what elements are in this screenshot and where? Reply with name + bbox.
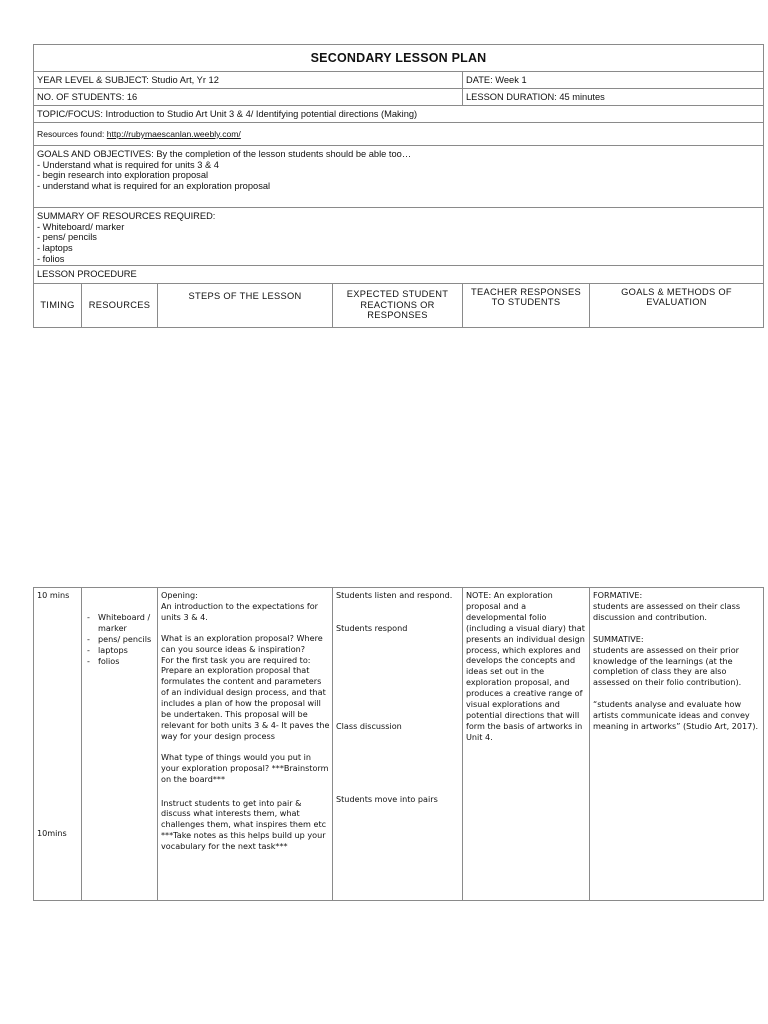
- evaluation-cell: [590, 588, 764, 901]
- resource-item: - laptops: [85, 645, 155, 656]
- teacher-responses-cell: [463, 588, 590, 901]
- reaction-item: Students respond: [336, 622, 408, 633]
- lesson-procedure-table: [33, 587, 764, 901]
- topic-focus: TOPIC/FOCUS: Introduction to Studio Art Unit 3 & 4/ Identifying potential directions (Making): [34, 106, 764, 123]
- resource-item: - folios: [85, 656, 155, 667]
- evaluation-quote: “students analyse and evaluate how artists communicate ideas and convey meaning in artworks” (Studio Art, 2017).: [593, 699, 759, 732]
- resource-item: - pens/ pencils: [85, 634, 155, 645]
- evaluation-formative-text: students are assessed on their class discussion and contribution.: [593, 600, 741, 622]
- resources-found-label: Resources found:: [37, 129, 107, 139]
- year-level-subject: YEAR LEVEL & SUBJECT: Studio Art, Yr 12: [34, 72, 463, 89]
- evaluation-summative-heading: SUMMATIVE:: [593, 633, 644, 644]
- resource-item: - Whiteboard / marker: [85, 612, 155, 634]
- teacher-note: NOTE: An exploration proposal and a developmental folio (including a visual diary) that presents an individual design process, which explores and develops the concepts and ideas set out in the exploration proposal, and produces a creative range of visual explorations and potential directions that will form the basis of artworks in Unit 4.: [466, 590, 585, 742]
- goal-item: - begin research into exploration proposal: [37, 170, 209, 181]
- step-task: For the first task you are required to: Prepare an exploration proposal that formulates the content and parameters of an individual design process, and that includes a plan of how the proposal will be undertaken. This proposal will be relevant for both units 3 & 4- It paves the way for your design process: [161, 654, 330, 741]
- timing-second: 10mins: [37, 827, 67, 838]
- resources-link[interactable]: http://rubymaescanlan.weebly.com/: [106, 129, 241, 139]
- step-opening: Opening:: [161, 590, 198, 600]
- timing-cell: [34, 588, 82, 901]
- column-header-reactions: EXPECTED STUDENT REACTIONS OR RESPONSES: [333, 283, 463, 327]
- lesson-procedure-heading: LESSON PROCEDURE: [34, 265, 764, 283]
- column-header-evaluation: GOALS & METHODS OF EVALUATION: [590, 283, 764, 327]
- lesson-duration: LESSON DURATION: 45 minutes: [463, 89, 764, 106]
- column-header-timing: TIMING: [34, 283, 82, 327]
- reaction-item: Students listen and respond.: [336, 590, 453, 600]
- goals-heading: GOALS AND OBJECTIVES: By the completion of the lesson students should be able too…: [37, 149, 412, 159]
- column-header-steps: STEPS OF THE LESSON: [158, 283, 333, 327]
- step-brainstorm: What type of things would you put in your exploration proposal? ***Brainstorm on the board***: [161, 751, 329, 784]
- summary-item: - Whiteboard/ marker: [37, 221, 125, 232]
- goals-and-objectives: [34, 146, 764, 208]
- resources-found: [34, 123, 764, 146]
- timing-first: 10 mins: [37, 590, 70, 600]
- step-introduction: An introduction to the expectations for units 3 & 4.: [161, 600, 318, 622]
- summary-item: - pens/ pencils: [37, 232, 97, 243]
- lesson-plan-header-table: [33, 44, 764, 328]
- steps-cell: [158, 588, 333, 901]
- summary-of-resources: [34, 208, 764, 266]
- reaction-item: Students move into pairs: [336, 793, 438, 804]
- column-header-resources: RESOURCES: [82, 283, 158, 327]
- lesson-plan-title: SECONDARY LESSON PLAN: [34, 45, 764, 72]
- summary-heading: SUMMARY OF RESOURCES REQUIRED:: [37, 211, 216, 221]
- evaluation-summative-text: students are assessed on their prior knowledge of the learnings (at the completion of class they are also assessed on their folio contribution).: [593, 644, 742, 688]
- goal-item: - understand what is required for an exploration proposal: [37, 181, 271, 192]
- resources-list: [85, 612, 155, 667]
- column-header-teacher-responses: TEACHER RESPONSES TO STUDENTS: [463, 283, 590, 327]
- resources-cell: [82, 588, 158, 901]
- step-question: What is an exploration proposal? Where can you source ideas & inspiration?: [161, 632, 323, 654]
- reaction-item: Class discussion: [336, 720, 402, 731]
- number-of-students: NO. OF STUDENTS: 16: [34, 89, 463, 106]
- goal-item: - Understand what is required for units 3 & 4: [37, 159, 219, 170]
- evaluation-formative-heading: FORMATIVE:: [593, 590, 643, 600]
- summary-item: - laptops: [37, 243, 73, 254]
- reactions-cell: [333, 588, 463, 901]
- step-pairs: Instruct students to get into pair & discuss what interests them, what challenges them, what inspires them etc ***Take notes as this helps build up your vocabulary for the next task***: [161, 797, 327, 852]
- summary-item: - folios: [37, 253, 65, 264]
- lesson-date: DATE: Week 1: [463, 72, 764, 89]
